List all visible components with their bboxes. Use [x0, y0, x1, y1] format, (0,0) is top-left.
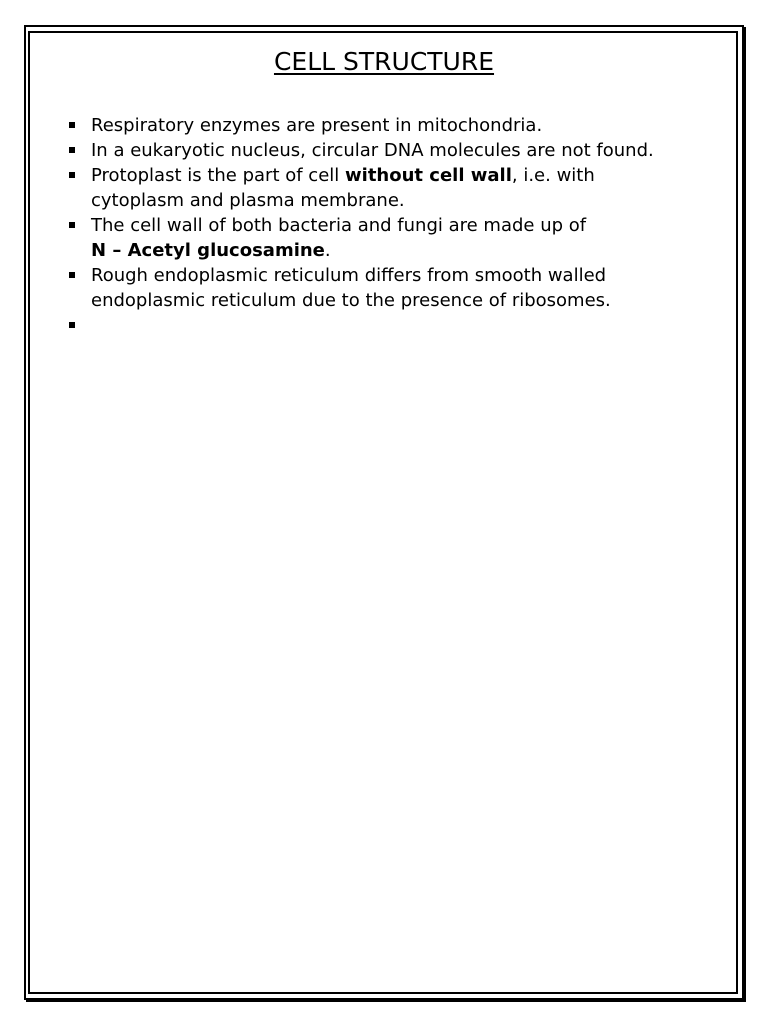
page-title: CELL STRUCTURE [273, 47, 495, 76]
bullet-text-line-1: Rough endoplasmic reticulum differs from smooth walled [91, 265, 607, 286]
list-item [66, 113, 736, 138]
bullet-text-line-2: endoplasmic reticulum due to the presence of ribosomes. [91, 290, 611, 311]
bullet-list [66, 113, 736, 338]
list-item [66, 213, 736, 263]
bullet-text-line-2: cytoplasm and plasma membrane. [91, 190, 405, 211]
text-run: , i.e. with [511, 165, 595, 186]
bullet-text: Respiratory enzymes are present in mitochondria. [91, 115, 543, 136]
square-bullet-icon [69, 322, 75, 328]
bold-term: without cell wall [345, 165, 512, 186]
square-bullet-icon [69, 122, 75, 128]
bullet-text-line-1: The cell wall of both bacteria and fungi are made up of [91, 215, 587, 236]
square-bullet-icon [69, 172, 75, 178]
list-item [66, 138, 736, 163]
square-bullet-icon [69, 272, 75, 278]
text-run: . [324, 240, 331, 261]
square-bullet-icon [69, 147, 75, 153]
bullet-text-line-2 [91, 238, 736, 263]
bold-term: N – Acetyl glucosamine [91, 240, 325, 261]
text-run: Protoplast is the part of cell [91, 165, 346, 186]
list-item [66, 263, 736, 313]
bullet-text-line-1 [91, 163, 736, 188]
bullet-text [91, 313, 736, 338]
list-item-empty [66, 313, 736, 338]
bullet-text: In a eukaryotic nucleus, circular DNA molecules are not found. [91, 140, 654, 161]
square-bullet-icon [69, 222, 75, 228]
list-item [66, 163, 736, 213]
